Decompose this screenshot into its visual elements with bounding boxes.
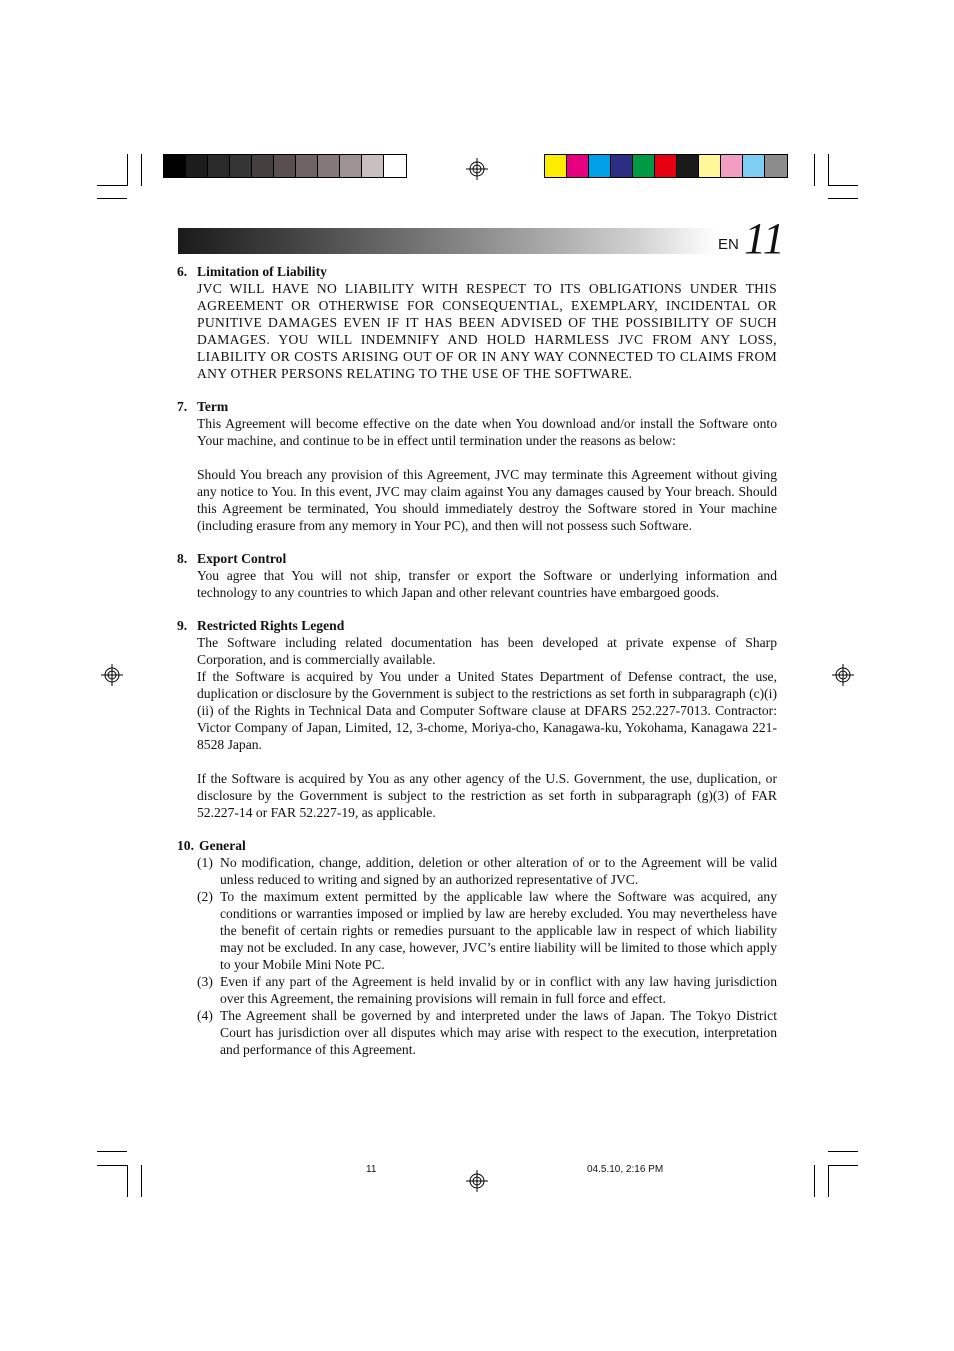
gray-swatch bbox=[384, 155, 406, 177]
section bbox=[177, 837, 777, 1058]
color-swatch bbox=[655, 155, 677, 177]
crop-mark bbox=[97, 1165, 127, 1166]
gray-swatch bbox=[296, 155, 318, 177]
color-swatch bbox=[589, 155, 611, 177]
crop-mark bbox=[141, 1165, 142, 1197]
crop-mark bbox=[97, 198, 127, 199]
gray-swatch bbox=[186, 155, 208, 177]
section-number: 7. bbox=[177, 399, 188, 414]
crop-mark bbox=[828, 1151, 858, 1152]
crop-mark bbox=[814, 154, 815, 186]
gray-swatch bbox=[164, 155, 186, 177]
section-heading: Term bbox=[197, 399, 229, 414]
section-heading: Export Control bbox=[197, 551, 287, 566]
section-title bbox=[177, 550, 777, 567]
list-item-label: (2) bbox=[197, 889, 213, 904]
section-heading: Limitation of Liability bbox=[197, 264, 327, 279]
footer-page-number: 11 bbox=[366, 1164, 377, 1175]
section-number: 9. bbox=[177, 618, 188, 633]
crop-mark bbox=[828, 185, 858, 186]
section-title bbox=[177, 837, 777, 854]
registration-mark-icon bbox=[832, 664, 854, 686]
gray-swatch bbox=[230, 155, 252, 177]
section bbox=[177, 263, 777, 382]
gray-swatch bbox=[252, 155, 274, 177]
color-swatch bbox=[721, 155, 743, 177]
crop-mark bbox=[828, 1165, 858, 1166]
list-item bbox=[197, 854, 777, 888]
color-swatch bbox=[567, 155, 589, 177]
list-item-label: (4) bbox=[197, 1008, 213, 1023]
section-number: 10. bbox=[177, 838, 194, 853]
crop-mark bbox=[828, 154, 829, 186]
color-swatch bbox=[633, 155, 655, 177]
paragraph: JVC WILL HAVE NO LIABILITY WITH RESPECT TO ITS OBLIGATIONS UNDER THIS AGREEMENT OR OTHERWISE FOR CONSEQUENTIAL, EXEMPLARY, INCIDENTAL OR PUNITIVE DAMAGES EVEN IF IT HAS BEEN ADVISED OF THE POSSIBILITY OF SUCH DAMAGES. YOU WILL INDEMNIFY AND HOLD HARMLESS JVC FROM ANY LOSS, LIABILITY OR COSTS ARISING OUT OF OR IN ANY WAY CONNECTED TO CLAIMS FROM ANY OTHER PERSONS RELATING TO THE USE OF THE SOFTWARE. bbox=[197, 281, 777, 381]
color-swatch bbox=[743, 155, 765, 177]
gray-swatch bbox=[274, 155, 296, 177]
section bbox=[177, 550, 777, 601]
section-number: 8. bbox=[177, 551, 188, 566]
grayscale-calibration-bar bbox=[163, 154, 407, 178]
registration-mark-icon bbox=[101, 664, 123, 686]
color-swatch bbox=[545, 155, 567, 177]
crop-mark bbox=[97, 185, 127, 186]
section-number: 6. bbox=[177, 264, 188, 279]
paragraph: Should You breach any provision of this Agreement, JVC may terminate this Agreement without giving any notice to You. In this event, JVC may claim against You any damages caused by Your breach. Should this Agreement be terminated, You should immediately destroy the Software stored in Your machine (including erasure from any memory in Your PC), and then will not possess such Software. bbox=[197, 467, 777, 533]
list-item-text: No modification, change, addition, deletion or other alteration of or to the Agreement will be valid unless reduced to writing and signed by an authorized representative of JVC. bbox=[220, 855, 777, 887]
section-title bbox=[177, 617, 777, 634]
header-gradient-bar bbox=[178, 228, 716, 254]
color-swatch bbox=[677, 155, 699, 177]
crop-mark bbox=[141, 154, 142, 186]
gray-swatch bbox=[362, 155, 384, 177]
language-code: EN bbox=[718, 236, 739, 253]
list-item bbox=[197, 973, 777, 1007]
section bbox=[177, 398, 777, 534]
page-number: 11 bbox=[744, 214, 785, 263]
color-swatch bbox=[611, 155, 633, 177]
crop-mark bbox=[828, 1165, 829, 1197]
paragraph: You agree that You will not ship, transfer or export the Software or underlying information and technology to any countries to which Japan and other relevant countries have embargoed goods. bbox=[197, 568, 777, 600]
gray-swatch bbox=[208, 155, 230, 177]
list-item-label: (3) bbox=[197, 974, 213, 989]
gray-swatch bbox=[340, 155, 362, 177]
section bbox=[177, 617, 777, 821]
list-item bbox=[197, 888, 777, 973]
paragraph: This Agreement will become effective on the date when You download and/or install the Software onto Your machine, and continue to be in effect until termination under the reasons as below: bbox=[197, 416, 777, 448]
crop-mark bbox=[127, 1165, 128, 1197]
section-title bbox=[177, 398, 777, 415]
section-title bbox=[177, 263, 777, 280]
list-item bbox=[197, 1007, 777, 1058]
paragraph: The Software including related documentation has been developed at private expense of Sharp Corporation, and is commercially available. bbox=[197, 635, 777, 667]
list-item-text: Even if any part of the Agreement is held invalid by or in conflict with any law having jurisdiction over this Agreement, the remaining provisions will remain in full force and effect. bbox=[220, 974, 777, 1006]
crop-mark bbox=[828, 198, 858, 199]
section-heading: Restricted Rights Legend bbox=[197, 618, 345, 633]
paragraph: If the Software is acquired by You as any other agency of the U.S. Government, the use, duplication, or disclosure by the Government is subject to the restriction as set forth in subparagraph (g)(3) of FAR 52.227-14 or FAR 52.227-19, as applicable. bbox=[197, 771, 777, 820]
footer-timestamp: 04.5.10, 2:16 PM bbox=[587, 1164, 664, 1175]
registration-mark-icon bbox=[466, 158, 488, 180]
paragraph: If the Software is acquired by You under a United States Department of Defense contract, the use, duplication or disclosure by the Government is subject to the restrictions as set forth in subparagraph (c)(i)(ii) of the Rights in Technical Data and Computer Software clause at DFARS 252.227-7013. Contractor: Victor Company of Japan, Limited, 12, 3-chome, Moriya-cho, Kanagawa-ku, Yokohama, Kanagawa 221-8528 Japan. bbox=[197, 669, 777, 752]
agreement-text bbox=[177, 263, 777, 1074]
crop-mark bbox=[97, 1151, 127, 1152]
crop-mark bbox=[127, 154, 128, 186]
section-heading: General bbox=[199, 838, 246, 853]
color-swatch bbox=[765, 155, 787, 177]
registration-mark-icon bbox=[466, 1170, 488, 1192]
gray-swatch bbox=[318, 155, 340, 177]
crop-mark bbox=[814, 1165, 815, 1197]
list-item-text: To the maximum extent permitted by the applicable law where the Software was acquired, any conditions or warranties imposed or implied by law are hereby excluded. You may nevertheless have the benefit of certain rights or remedies pursuant to the applicable law in respect of which liability may not be excluded. In any case, however, JVC’s entire liability will be limited to those which apply to your Mobile Mini Note PC. bbox=[220, 889, 777, 972]
color-swatch bbox=[699, 155, 721, 177]
list-item-text: The Agreement shall be governed by and interpreted under the laws of Japan. The Tokyo District Court has jurisdiction over all disputes which may arise with respect to the execution, interpretation and performance of this Agreement. bbox=[220, 1008, 777, 1057]
list-item-label: (1) bbox=[197, 855, 213, 870]
color-calibration-bar bbox=[544, 154, 788, 178]
